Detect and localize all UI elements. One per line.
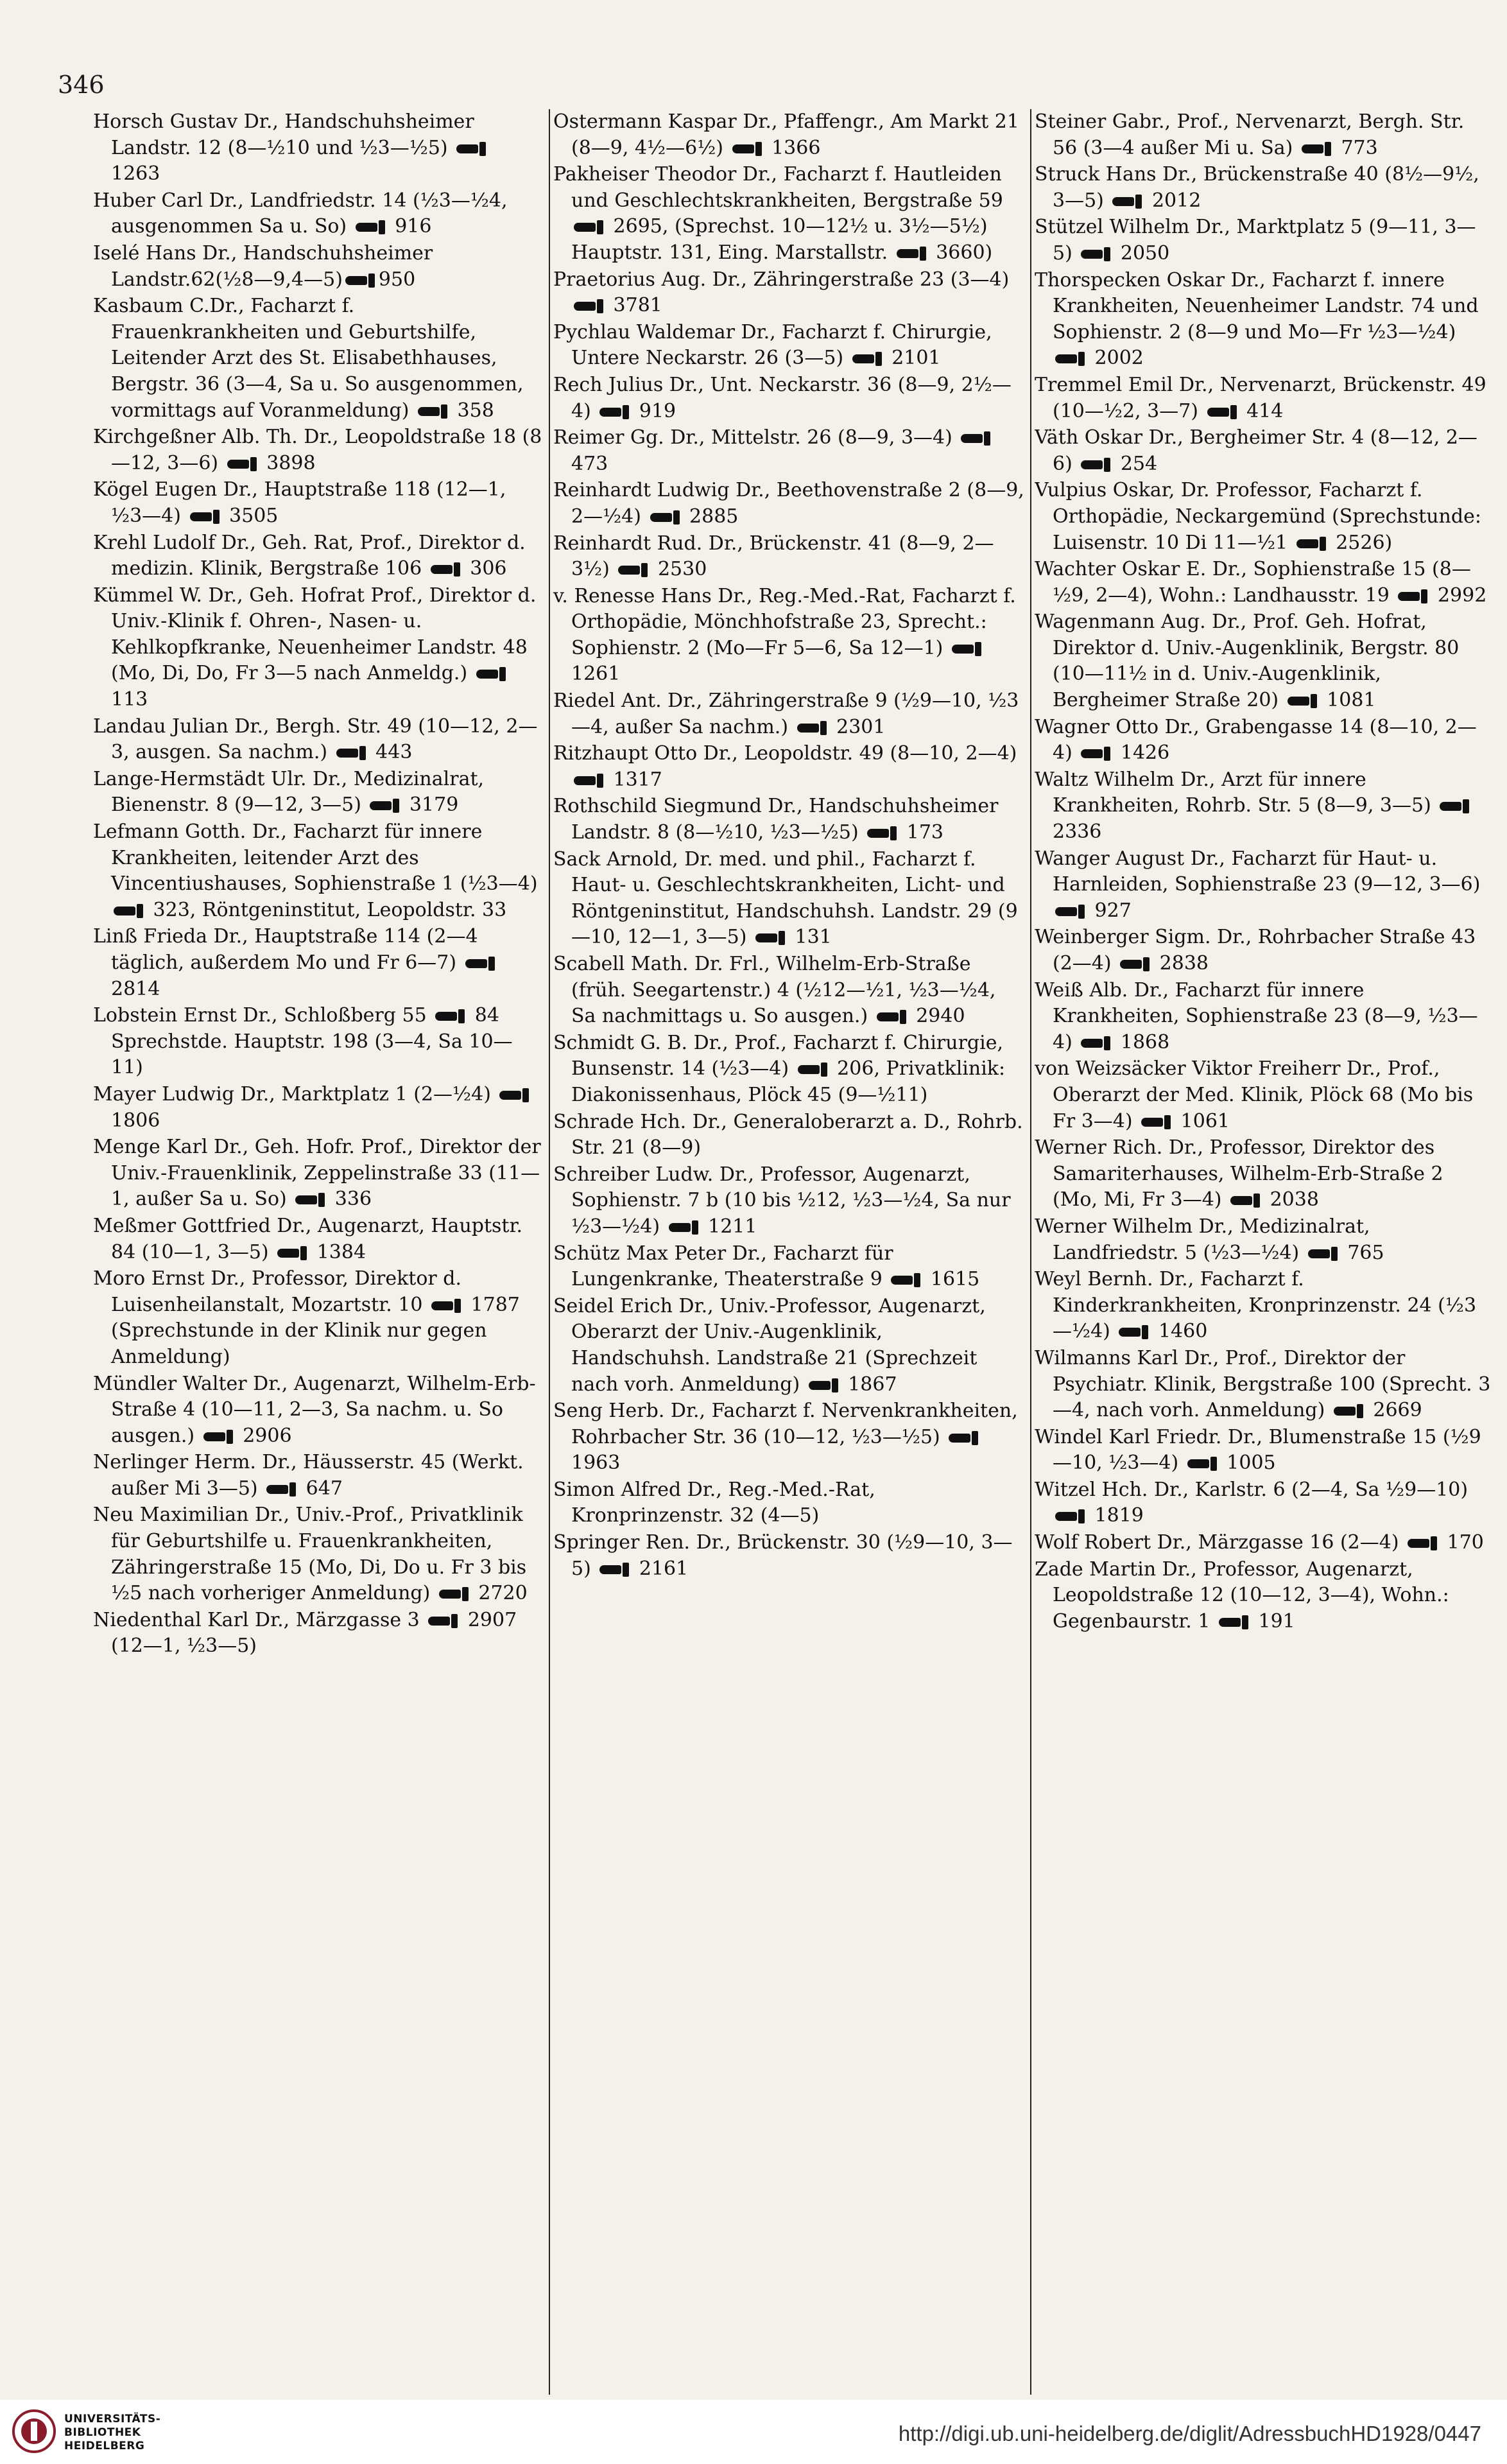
telephone-icon [798, 1063, 827, 1077]
page-number: 346 [58, 71, 105, 99]
telephone-icon [952, 642, 981, 656]
directory-entry: Lefmann Gotth. Dr., Facharzt für innere Krankheiten, leitender Arzt des Vincentiushauses, Sophienstraße 1 (½3—4) 323, Röntgeninstitut, Leopoldstr. 33 [93, 820, 538, 921]
directory-entry: Schmidt G. B. Dr., Prof., Facharzt f. Chirurgie, Bunsenstr. 14 (½3—4) 206, Privatklinik: Diakonissenhaus, Plöck 45 (9—½11) [553, 1031, 1006, 1106]
source-url[interactable]: http://digi.ub.uni-heidelberg.de/diglit/AdressbuchHD1928/0447 [898, 2422, 1481, 2445]
telephone-icon [891, 1273, 920, 1287]
telephone-icon [203, 1430, 233, 1444]
directory-entry: Riedel Ant. Dr., Zähringerstraße 9 (½9—10, ½3—4, außer Sa nachm.) 2301 [553, 690, 1019, 738]
directory-entry: Windel Karl Friedr. Dr., Blumenstraße 15 (½9—10, ½3—4) 1005 [1035, 1425, 1481, 1475]
directory-entry: Wagenmann Aug. Dr., Prof. Geh. Hofrat, Direktor d. Univ.-Augenklinik, Bergstr. 80 (10—11½ in d. Univ.-Augenklinik, Bergheimer Straße 20) 1081 [1035, 611, 1460, 712]
directory-entry: Seng Herb. Dr., Facharzt f. Nervenkrankheiten, Rohrbacher Str. 36 (10—12, ½3—½5) 1963 [553, 1400, 1018, 1475]
library-footer [0, 2400, 1507, 2464]
telephone-icon [227, 457, 257, 471]
logo-line: UNIVERSITÄTS- [64, 2413, 161, 2425]
library-logo-text [64, 2413, 160, 2453]
directory-entry: Thorspecken Oskar Dr., Facharzt f. innere Krankheiten, Neuenheimer Landstr. 74 und Sophienstr. 2 (8—9 und Mo—Fr ½3—½4) 2002 [1035, 268, 1479, 370]
directory-entry: Pakheiser Theodor Dr., Facharzt f. Hautleiden und Geschlechtskrankheiten, Bergstraße 59 2695, (Sprechst. 10—12½ u. 3½—5½) Hauptstr. 131, Eing. Marstallstr. 3660) [553, 163, 1003, 264]
telephone-icon [1055, 905, 1085, 919]
directory-entry: Nerlinger Herm. Dr., Häusserstr. 45 (Werkt. außer Mi 3—5) 647 [93, 1451, 524, 1500]
telephone-icon [277, 1246, 307, 1260]
telephone-icon [1120, 957, 1150, 971]
directory-entry: Kirchgeßner Alb. Th. Dr., Leopoldstraße 18 (8—12, 3—6) 3898 [93, 426, 542, 474]
telephone-icon [1398, 589, 1427, 603]
telephone-icon [867, 826, 897, 840]
directory-entry: Steiner Gabr., Prof., Nervenarzt, Bergh. Str. 56 (3—4 außer Mi u. Sa) 773 [1035, 110, 1465, 159]
logo-line: BIBLIOTHEK [64, 2426, 141, 2439]
directory-entry: Wolf Robert Dr., Märzgasse 16 (2—4) 170 [1035, 1531, 1484, 1554]
telephone-icon [1055, 1509, 1085, 1523]
directory-entry: Praetorius Aug. Dr., Zähringerstraße 23 (3—4) 3781 [553, 268, 1010, 317]
directory-entry: Reinhardt Rud. Dr., Brückenstr. 41 (8—9, 2—3½) 2530 [553, 532, 994, 581]
telephone-icon [431, 1299, 461, 1313]
telephone-icon [465, 957, 495, 971]
telephone-icon [669, 1220, 698, 1235]
telephone-icon [431, 562, 460, 577]
telephone-icon [599, 1563, 629, 1577]
directory-entry: Horsch Gustav Dr., Handschuhsheimer Landstr. 12 (8—½10 und ½3—½5) 1263 [93, 109, 542, 187]
telephone-icon [439, 1587, 469, 1601]
telephone-icon [1081, 458, 1110, 472]
telephone-icon [499, 1088, 529, 1102]
telephone-icon [435, 1009, 465, 1023]
telephone-icon [809, 1378, 838, 1393]
telephone-icon [418, 404, 447, 419]
directory-entry: Zade Martin Dr., Professor, Augenarzt, Leopoldstraße 12 (10—12, 3—4), Wohn.: Gegenbaurstr. 1 191 [1035, 1557, 1449, 1633]
directory-entry: Lange-Hermstädt Ulr. Dr., Medizinalrat, Bienenstr. 8 (9—12, 3—5) 3179 [93, 767, 485, 817]
telephone-icon [574, 299, 603, 313]
telephone-icon [190, 510, 220, 524]
directory-entry: Ritzhaupt Otto Dr., Leopoldstr. 49 (8—10, 2—4) 1317 [553, 742, 1017, 791]
telephone-icon [732, 142, 762, 156]
directory-entry: Weiß Alb. Dr., Facharzt für innere Krankheiten, Sophienstraße 23 (8—9, ½3—4) 1868 [1035, 978, 1478, 1054]
directory-entry: Moro Ernst Dr., Professor, Direktor d. Luisenheilanstalt, Mozartstr. 10 1787 (Sprechstunde in der Klinik nur gegen Anmeldung) [93, 1267, 520, 1368]
telephone-icon [1408, 1536, 1437, 1550]
directory-entry: Iselé Hans Dr., Handschuhsheimer Landstr.62(½8—9,4—5) 950 [93, 241, 433, 291]
telephone-icon [1081, 247, 1110, 261]
directory-entry: Scabell Math. Dr. Frl., Wilhelm-Erb-Straße (früh. Seegartenstr.) 4 (½12—½1, ½3—½4, Sa nachmittags u. So ausgen.) 2940 [553, 953, 996, 1028]
telephone-icon [1187, 1457, 1217, 1471]
directory-entry: Schrade Hch. Dr., Generaloberarzt a. D., Rohrb. Str. 21 (8—9) [553, 1110, 1023, 1159]
telephone-icon [336, 746, 366, 760]
directory-entry: Menge Karl Dr., Geh. Hofr. Prof., Direktor der Univ.-Frauenklinik, Zeppelinstraße 33 (11—1, außer Sa u. So) 336 [93, 1136, 541, 1211]
directory-entry: Niedenthal Karl Dr., Märzgasse 3 2907 (12—1, ½3—5) [93, 1608, 517, 1658]
directory-entry: Kümmel W. Dr., Geh. Hofrat Prof., Direktor d. Univ.-Klinik f. Ohren-, Nasen- u. Kehlkopfkranke, Neuenheimer Landstr. 48 (Mo, Di, Do, Fr 3—5 nach Anmeldg.) 113 [93, 584, 537, 711]
directory-entry: Mayer Ludwig Dr., Marktplatz 1 (2—½4) 1806 [93, 1082, 542, 1134]
directory-entry: Pychlau Waldemar Dr., Facharzt f. Chirurgie, Untere Neckarstr. 26 (3—5) 2101 [553, 320, 992, 370]
telephone-icon [1119, 1325, 1148, 1339]
directory-entry: Seidel Erich Dr., Univ.-Professor, Augenarzt, Oberarzt der Univ.-Augenklinik, Handschuhsh. Landstraße 21 (Sprechzeit nach vorh. Anmeldung) 1867 [553, 1294, 986, 1396]
directory-entry: Stützel Wilhelm Dr., Marktplatz 5 (9—11, 3—5) 2050 [1035, 216, 1476, 265]
directory-entry: Wanger August Dr., Facharzt für Haut- u. Harnleiden, Sophienstraße 23 (9—12, 3—6) 927 [1035, 847, 1481, 922]
telephone-icon [456, 142, 486, 156]
telephone-icon [1287, 694, 1317, 708]
directory-entry: Mündler Walter Dr., Augenarzt, Wilhelm-Erb-Straße 4 (10—11, 2—3, Sa nachm. u. So ausgen.) 2906 [93, 1372, 536, 1447]
directory-entry: Sack Arnold, Dr. med. und phil., Facharzt f. Haut- u. Geschlechtskrankheiten, Licht- und Röntgeninstitut, Handschuhsh. Landstr. 29 (9—10, 12—1, 3—5) 131 [553, 847, 1018, 949]
telephone-icon [356, 220, 385, 234]
directory-entry: Wagner Otto Dr., Grabengasse 14 (8—10, 2—4) 1426 [1035, 715, 1477, 765]
logo-line: HEIDELBERG [64, 2440, 145, 2452]
telephone-icon [1302, 142, 1331, 156]
directory-entry: Neu Maximilian Dr., Univ.-Prof., Privatklinik für Geburtshilfe u. Frauenkrankheiten, Zähringerstraße 15 (Mo, Di, Do u. Fr 3 bis ½5 nach vorheriger Anmeldung) 2720 [93, 1504, 528, 1605]
directory-entry: Waltz Wilhelm Dr., Arzt für innere Krankheiten, Rohrb. Str. 5 (8—9, 3—5) 2336 [1035, 767, 1492, 846]
column-divider [549, 109, 550, 2395]
directory-entry: Kögel Eugen Dr., Hauptstraße 118 (12—1, ½3—4) 3505 [93, 478, 506, 527]
directory-entry: Krehl Ludolf Dr., Geh. Rat, Prof., Direktor d. medizin. Klinik, Bergstraße 106 306 [93, 531, 526, 580]
directory-entry: v. Renesse Hans Dr., Reg.-Med.-Rat, Facharzt f. Orthopädie, Mönchhofstraße 23, Sprecht.: Sophienstr. 2 (Mo—Fr 5—6, Sa 12—1) 1261 [553, 584, 1016, 686]
telephone-icon [428, 1614, 458, 1628]
directory-entry: Simon Alfred Dr., Reg.-Med.-Rat, Kronprinzenstr. 32 (4—5) [553, 1478, 875, 1527]
telephone-icon [1207, 405, 1237, 419]
telephone-icon [1081, 1036, 1110, 1050]
telephone-icon [114, 904, 143, 918]
telephone-icon [1296, 537, 1326, 551]
telephone-icon [852, 352, 882, 366]
directory-entry: Reinhardt Ludwig Dr., Beethovenstraße 2 (8—9, 2—½4) 2885 [553, 479, 1024, 528]
telephone-icon [618, 563, 648, 577]
telephone-icon [877, 1010, 906, 1024]
university-library-seal-icon [12, 2409, 56, 2454]
directory-column-right [1035, 109, 1492, 1635]
directory-entry: Linß Frieda Dr., Hauptstraße 114 (2—4 täglich, außerdem Mo und Fr 6—7) 2814 [93, 924, 542, 1002]
directory-entry: von Weizsäcker Viktor Freiherr Dr., Prof., Oberarzt der Med. Klinik, Plöck 68 (Mo bis Fr 3—4) 1061 [1035, 1057, 1474, 1132]
directory-entry: Meßmer Gottfried Dr., Augenarzt, Hauptstr. 84 (10—1, 3—5) 1384 [93, 1214, 523, 1263]
directory-entry: Schütz Max Peter Dr., Facharzt für Lungenkranke, Theaterstraße 9 1615 [553, 1242, 980, 1291]
directory-entry: Lobstein Ernst Dr., Schloßberg 55 84 Sprechstde. Hauptstr. 198 (3—4, Sa 10—11) [93, 1004, 513, 1079]
directory-entry: Springer Ren. Dr., Brückenstr. 30 (½9—10, 3—5) 2161 [553, 1531, 1013, 1580]
telephone-icon [266, 1482, 296, 1497]
directory-entry: Landau Julian Dr., Bergh. Str. 49 (10—12, 2—3, ausgen. Sa nachm.) 443 [93, 715, 538, 764]
directory-entry: Witzel Hch. Dr., Karlstr. 6 (2—4, Sa ½9—10) 1819 [1035, 1478, 1468, 1527]
directory-column-middle [553, 109, 1025, 1583]
directory-entry: Wachter Oskar E. Dr., Sophienstraße 15 (8—½9, 2—4), Wohn.: Landhausstr. 19 2992 [1035, 558, 1487, 607]
telephone-icon [476, 667, 506, 681]
directory-entry: Väth Oskar Dr., Bergheimer Str. 4 (8—12, 2—6) 254 [1035, 426, 1477, 475]
telephone-icon [574, 220, 603, 234]
directory-entry: Werner Rich. Dr., Professor, Direktor des Samariterhauses, Wilhelm-Erb-Straße 2 (Mo, Mi, Fr 3—4) 2038 [1035, 1136, 1443, 1211]
telephone-icon [949, 1431, 978, 1445]
telephone-icon [574, 774, 603, 788]
telephone-icon [370, 799, 399, 813]
directory-entry: Ostermann Kaspar Dr., Pfaffengr., Am Markt 21 (8—9, 4½—6½) 1366 [553, 110, 1019, 159]
directory-entry: Reimer Gg. Dr., Mittelstr. 26 (8—9, 3—4) 473 [553, 425, 1025, 477]
telephone-icon [1141, 1115, 1171, 1129]
telephone-icon [797, 721, 827, 735]
telephone-icon [897, 247, 926, 261]
directory-column-left [93, 109, 542, 1660]
telephone-icon [755, 931, 785, 945]
directory-entry: Vulpius Oskar, Dr. Professor, Facharzt f. Orthopädie, Neckargemünd (Sprechstunde: Luisenstr. 10 Di 11—½1 2526) [1035, 479, 1481, 554]
directory-entry: Weinberger Sigm. Dr., Rohrbacher Straße 43 (2—4) 2838 [1035, 926, 1476, 975]
directory-entry: Rech Julius Dr., Unt. Neckarstr. 36 (8—9, 2½—4) 919 [553, 373, 1012, 422]
directory-entry: Struck Hans Dr., Brückenstraße 40 (8½—9½, 3—5) 2012 [1035, 163, 1479, 212]
directory-entry: Werner Wilhelm Dr., Medizinalrat, Landfriedstr. 5 (½3—½4) 765 [1035, 1215, 1384, 1264]
telephone-icon [1308, 1247, 1338, 1261]
telephone-icon [345, 273, 375, 288]
telephone-icon [1440, 799, 1469, 813]
telephone-icon [1081, 747, 1110, 761]
directory-entry: Tremmel Emil Dr., Nervenarzt, Brückenstr. 49 (10—½2, 3—7) 414 [1035, 373, 1486, 422]
column-divider [1030, 109, 1031, 2395]
telephone-icon [1230, 1193, 1260, 1208]
telephone-icon [599, 405, 629, 419]
telephone-icon [1334, 1404, 1363, 1418]
telephone-icon [650, 510, 680, 525]
directory-entry: Kasbaum C.Dr., Facharzt f. Frauenkrankheiten und Geburtshilfe, Leitender Arzt des St. Elisabethhauses, Bergstr. 36 (3—4, Sa u. So ausgenommen, vormittags auf Voranmeldung) 358 [93, 295, 524, 422]
telephone-icon [1055, 352, 1085, 366]
directory-entry: Schreiber Ludw. Dr., Professor, Augenarzt, Sophienstr. 7 b (10 bis ½12, ½3—½4, Sa nur ½3—½4) 1211 [553, 1163, 1011, 1238]
telephone-icon [295, 1193, 325, 1207]
directory-entry: Rothschild Siegmund Dr., Handschuhsheimer Landstr. 8 (8—½10, ½3—½5) 173 [553, 795, 999, 844]
directory-entry: Huber Carl Dr., Landfriedstr. 14 (½3—½4, ausgenommen Sa u. So) 916 [93, 189, 508, 238]
telephone-icon [1112, 195, 1142, 209]
directory-entry: Wilmanns Karl Dr., Prof., Direktor der Psychiatr. Klinik, Bergstraße 100 (Sprecht. 3—4, nach vorh. Anmeldung) 2669 [1035, 1346, 1491, 1422]
telephone-icon [1219, 1615, 1248, 1629]
directory-entry: Weyl Bernh. Dr., Facharzt f. Kinderkrankheiten, Kronprinzenstr. 24 (½3—½4) 1460 [1035, 1268, 1477, 1343]
telephone-icon [961, 431, 990, 446]
